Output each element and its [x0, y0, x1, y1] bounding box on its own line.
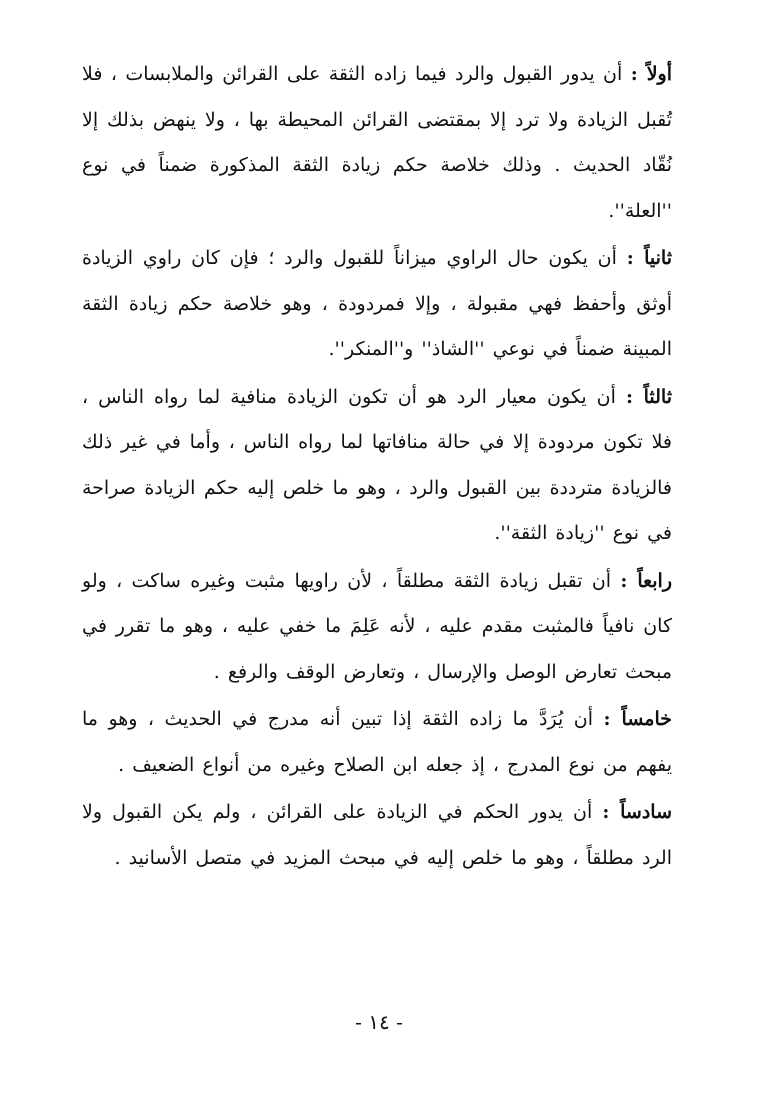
- paragraph-lead: خامساً :: [603, 708, 672, 730]
- paragraph-lead: رابعاً :: [620, 569, 673, 592]
- paragraph-lead: ثانياً :: [626, 247, 672, 269]
- paragraph-text: أن يكون معيار الرد هو أن تكون الزيادة منافية لما رواه الناس ، فلا تكون مردودة إلا في حالة منافاتها لما رواه الناس ، وأما في غير ذلك فالزيادة مترددة بين القبول والرد ، وهو ما خلص إليه حكم الزيادة صراحة في نوع ''زيادة الثقة''.: [82, 385, 672, 544]
- paragraph-third: [82, 375, 672, 557]
- paragraph-second: [82, 236, 672, 373]
- paragraph-lead: ثالثاً :: [625, 385, 672, 408]
- paragraph-sixth: [82, 790, 672, 881]
- paragraph-text: أن يدور الحكم في الزيادة على القرائن ، ولم يكن القبول ولا الرد مطلقاً ، وهو ما خلص إليه في مبحث المزيد في متصل الأسانيد .: [82, 801, 672, 869]
- paragraph-lead: أولاً :: [630, 63, 672, 85]
- page-body: [82, 52, 672, 883]
- paragraph-lead: سادساً :: [602, 801, 672, 823]
- paragraph-fifth: [82, 697, 672, 788]
- paragraph-first: [82, 52, 672, 234]
- paragraph-text: أن يدور القبول والرد فيما زاده الثقة على القرائن والملابسات ، فلا تُقبل الزيادة ولا ترد إلا بمقتضى القرائن المحيطة بها ، ولا ينهض بذلك إلا نُقّاد الحديث . وذلك خلاصة حكم زيادة الثقة المذكورة ضمناً في نوع ''العلة''.: [82, 63, 672, 222]
- paragraph-fourth: [82, 559, 672, 696]
- page-number: - ١٤ -: [355, 1010, 403, 1034]
- paragraph-text: أن يُرَدَّ ما زاده الثقة إذا تبين أنه مدرج في الحديث ، وهو ما يفهم من نوع المدرج ، إذ جعله ابن الصلاح وغيره من أنواع الضعيف .: [82, 708, 672, 776]
- paragraph-text: أن يكون حال الراوي ميزاناً للقبول والرد ؛ فإن كان راوي الزيادة أوثق وأحفظ فهي مقبولة ، وإلا فمردودة ، وهو خلاصة حكم زيادة الثقة المبينة ضمناً في نوعي ''الشاذ'' و''المنكر''.: [82, 247, 672, 360]
- paragraph-text: أن تقبل زيادة الثقة مطلقاً ، لأن راويها مثبت وغيره ساكت ، ولو كان نافياً فالمثبت مقدم عليه ، لأنه عَلِمَ ما خفي عليه ، وهو ما تقرر في مبحث تعارض الوصل والإرسال ، وتعارض الوقف والرفع .: [82, 569, 672, 683]
